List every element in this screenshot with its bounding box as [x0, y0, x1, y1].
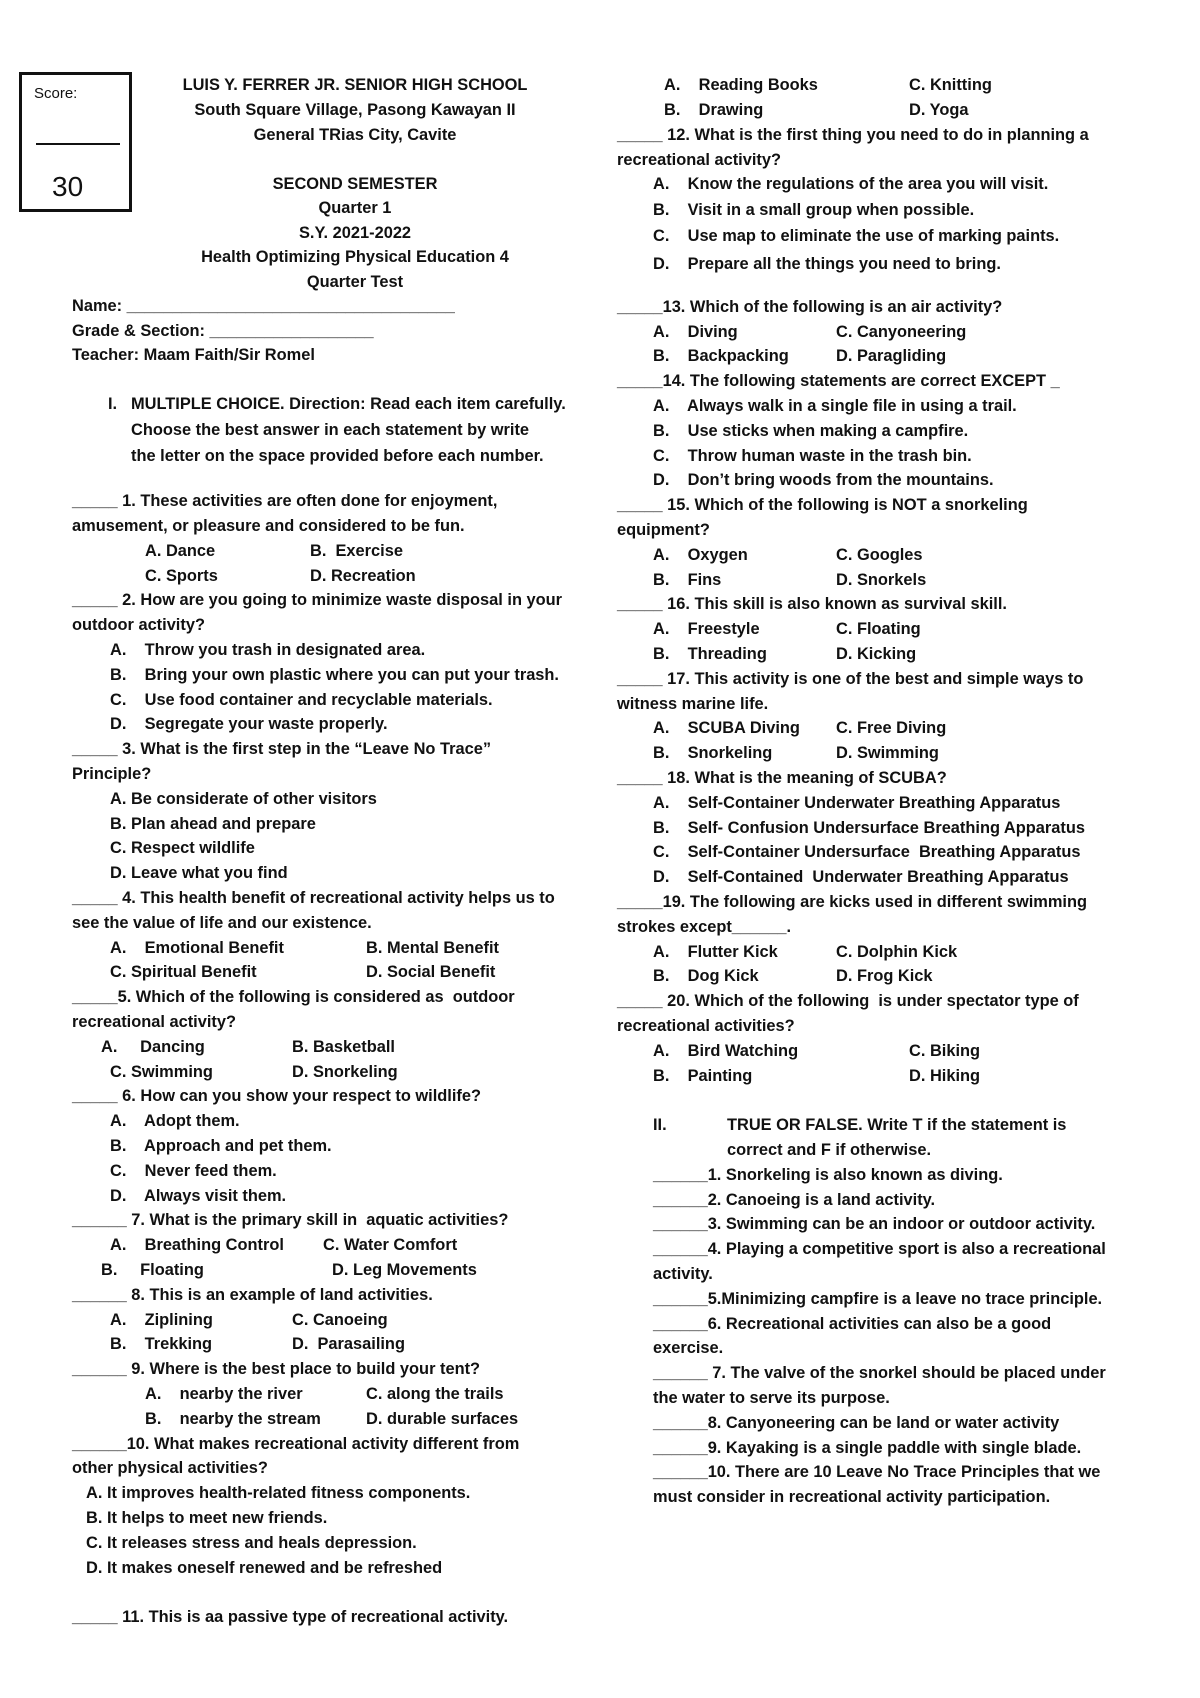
- school-address-2: General TRias City, Cavite: [253, 126, 457, 144]
- question-7-option-a: A. Breathing Control: [110, 1236, 284, 1254]
- question-19-option-c: C. Dolphin Kick: [836, 943, 958, 961]
- question-7-option-c: C. Water Comfort: [323, 1236, 458, 1254]
- question-10-option-d: D. It makes oneself renewed and be refreshed: [86, 1559, 443, 1577]
- true-false-3: ______3. Swimming can be an indoor or outdoor activity.: [653, 1215, 1096, 1233]
- question-3-option-a: A. Be considerate of other visitors: [110, 790, 377, 808]
- test-title: Quarter Test: [306, 273, 404, 291]
- question-3-line-1: _____ 3. What is the first step in the “Leave No Trace”: [72, 740, 492, 758]
- question-5-line-2: recreational activity?: [72, 1013, 236, 1031]
- question-1-option-d: D. Recreation: [310, 567, 416, 585]
- question-9-option-a: A. nearby the river: [145, 1385, 303, 1403]
- question-11-option-c: C. Knitting: [909, 76, 992, 94]
- question-13-option-c: C. Canyoneering: [836, 323, 967, 341]
- question-9-option-b: B. nearby the stream: [145, 1410, 321, 1428]
- question-10-option-c: C. It releases stress and heals depression.: [86, 1534, 417, 1552]
- question-16-option-b: B. Threading: [653, 645, 767, 663]
- question-19-option-a: A. Flutter Kick: [653, 943, 778, 961]
- true-false-7-line-1: ______ 7. The valve of the snorkel should be placed under: [653, 1364, 1106, 1382]
- question-15-option-a: A. Oxygen: [653, 546, 748, 564]
- question-5-option-c: C. Swimming: [110, 1063, 213, 1081]
- name-field: Name: ____________________________________: [72, 297, 455, 315]
- question-3-option-c: C. Respect wildlife: [110, 839, 255, 857]
- grade-section-field: Grade & Section: __________________: [72, 322, 374, 340]
- question-16-option-a: A. Freestyle: [653, 620, 760, 638]
- question-15-option-c: C. Googles: [836, 546, 923, 564]
- question-20-line-1: _____ 20. Which of the following is under spectator type of: [617, 992, 1079, 1010]
- question-4-option-b: B. Mental Benefit: [366, 939, 499, 957]
- question-13-line-1: _____13. Which of the following is an air activity?: [617, 298, 1003, 316]
- question-19-option-d: D. Frog Kick: [836, 967, 933, 985]
- true-false-4-line-2: activity.: [653, 1265, 713, 1283]
- question-11-option-d: D. Yoga: [909, 101, 969, 119]
- question-12-option-a: A. Know the regulations of the area you will visit.: [653, 175, 1049, 193]
- true-false-6-line-1: ______6. Recreational activities can also be a good: [653, 1315, 1052, 1333]
- question-18-option-a: A. Self-Container Underwater Breathing Apparatus: [653, 794, 1061, 812]
- question-6-line-1: _____ 6. How can you show your respect to wildlife?: [72, 1087, 481, 1105]
- question-15-option-d: D. Snorkels: [836, 571, 927, 589]
- question-20-option-d: D. Hiking: [909, 1067, 981, 1085]
- score-blank-line: [36, 143, 120, 145]
- question-17-line-2: witness marine life.: [617, 695, 769, 713]
- part1-direction-line-3: the letter on the space provided before each number.: [131, 447, 544, 465]
- question-2-line-2: outdoor activity?: [72, 616, 205, 634]
- question-12-option-d: D. Prepare all the things you need to bring.: [653, 255, 1001, 273]
- true-false-5: ______5.Minimizing campfire is a leave no trace principle.: [653, 1290, 1103, 1308]
- question-15-line-1: _____ 15. Which of the following is NOT a snorkeling: [617, 496, 1028, 514]
- question-6-option-b: B. Approach and pet them.: [110, 1137, 332, 1155]
- question-3-line-2: Principle?: [72, 765, 152, 783]
- question-20-option-c: C. Biking: [909, 1042, 981, 1060]
- question-15-line-2: equipment?: [617, 521, 710, 539]
- question-19-line-1: _____19. The following are kicks used in different swimming: [617, 893, 1088, 911]
- question-11-line-1: _____ 11. This is aa passive type of recreational activity.: [72, 1608, 509, 1626]
- question-2-option-a: A. Throw you trash in designated area.: [110, 641, 426, 659]
- question-1-option-a: A. Dance: [145, 542, 216, 560]
- question-11-option-a: A. Reading Books: [664, 76, 818, 94]
- question-2-option-d: D. Segregate your waste properly.: [110, 715, 388, 733]
- question-10-option-b: B. It helps to meet new friends.: [86, 1509, 328, 1527]
- part1-direction-line-2: Choose the best answer in each statement by write: [131, 421, 530, 439]
- question-5-option-a: A. Dancing: [101, 1038, 205, 1056]
- question-6-option-c: C. Never feed them.: [110, 1162, 277, 1180]
- question-2-option-c: C. Use food container and recyclable materials.: [110, 691, 493, 709]
- question-14-option-a: A. Always walk in a single file in using a trail.: [653, 397, 1017, 415]
- question-7-option-d: D. Leg Movements: [332, 1261, 477, 1279]
- question-18-option-d: D. Self-Contained Underwater Breathing Apparatus: [653, 868, 1069, 886]
- question-15-option-b: B. Fins: [653, 571, 722, 589]
- part2-number: II.: [653, 1116, 667, 1134]
- true-false-10-line-1: ______10. There are 10 Leave No Trace Principles that we: [653, 1463, 1101, 1481]
- score-total: 30: [52, 171, 84, 202]
- part2-direction-line-1: TRUE OR FALSE. Write T if the statement is: [727, 1116, 1067, 1134]
- question-16-option-c: C. Floating: [836, 620, 921, 638]
- part2-direction-line-2: correct and F if otherwise.: [727, 1141, 932, 1159]
- question-5-line-1: _____5. Which of the following is considered as outdoor: [72, 988, 515, 1006]
- question-10-option-a: A. It improves health-related fitness components.: [86, 1484, 471, 1502]
- score-label: Score:: [34, 85, 78, 102]
- quarter: Quarter 1: [318, 199, 392, 217]
- question-1-option-c: C. Sports: [145, 567, 218, 585]
- part1-direction-line-1: MULTIPLE CHOICE. Direction: Read each item carefully.: [131, 395, 566, 413]
- true-false-8: ______8. Canyoneering can be land or water activity: [653, 1414, 1060, 1432]
- question-5-option-b: B. Basketball: [292, 1038, 395, 1056]
- question-14-option-d: D. Don’t bring woods from the mountains.: [653, 471, 994, 489]
- question-8-option-b: B. Trekking: [110, 1335, 213, 1353]
- question-14-option-b: B. Use sticks when making a campfire.: [653, 422, 969, 440]
- true-false-10-line-2: must consider in recreational activity participation.: [653, 1488, 1051, 1506]
- true-false-4-line-1: ______4. Playing a competitive sport is also a recreational: [653, 1240, 1106, 1258]
- question-4-option-c: C. Spiritual Benefit: [110, 963, 257, 981]
- question-9-option-d: D. durable surfaces: [366, 1410, 519, 1428]
- question-18-option-b: B. Self- Confusion Undersurface Breathing Apparatus: [653, 819, 1085, 837]
- question-17-line-1: _____ 17. This activity is one of the best and simple ways to: [617, 670, 1084, 688]
- question-4-line-1: _____ 4. This health benefit of recreational activity helps us to: [72, 889, 555, 907]
- question-7-option-b: B. Floating: [101, 1261, 204, 1279]
- question-1-line-2: amusement, or pleasure and considered to be fun.: [72, 517, 465, 535]
- subject-title: Health Optimizing Physical Education 4: [201, 248, 509, 266]
- part1-number: I.: [108, 395, 118, 413]
- question-4-line-2: see the value of life and our existence.: [72, 914, 372, 932]
- question-17-option-c: C. Free Diving: [836, 719, 947, 737]
- question-14-option-c: C. Throw human waste in the trash bin.: [653, 447, 972, 465]
- question-11-option-b: B. Drawing: [664, 101, 764, 119]
- question-17-option-b: B. Snorkeling: [653, 744, 773, 762]
- school-name: LUIS Y. FERRER JR. SENIOR HIGH SCHOOL: [182, 76, 528, 94]
- question-8-option-c: C. Canoeing: [292, 1311, 388, 1329]
- question-17-option-a: A. SCUBA Diving: [653, 719, 800, 737]
- question-4-option-d: D. Social Benefit: [366, 963, 496, 981]
- question-20-line-2: recreational activities?: [617, 1017, 795, 1035]
- question-9-line-1: ______ 9. Where is the best place to build your tent?: [72, 1360, 481, 1378]
- question-1-option-b: B. Exercise: [310, 542, 403, 560]
- question-16-line-1: _____ 16. This skill is also known as survival skill.: [617, 595, 1007, 613]
- school-address-1: South Square Village, Pasong Kawayan II: [194, 101, 516, 119]
- question-17-option-d: D. Swimming: [836, 744, 939, 762]
- question-16-option-d: D. Kicking: [836, 645, 917, 663]
- question-8-option-d: D. Parasailing: [292, 1335, 405, 1353]
- question-12-line-2: recreational activity?: [617, 151, 781, 169]
- question-1-line-1: _____ 1. These activities are often done for enjoyment,: [72, 492, 498, 510]
- question-4-option-a: A. Emotional Benefit: [110, 939, 284, 957]
- score-box: [19, 72, 132, 212]
- question-12-line-1: _____ 12. What is the first thing you need to do in planning a: [617, 126, 1089, 144]
- question-12-option-c: C. Use map to eliminate the use of marking paints.: [653, 227, 1060, 245]
- question-19-option-b: B. Dog Kick: [653, 967, 759, 985]
- question-8-option-a: A. Ziplining: [110, 1311, 213, 1329]
- true-false-6-line-2: exercise.: [653, 1339, 724, 1357]
- question-3-option-b: B. Plan ahead and prepare: [110, 815, 316, 833]
- question-14-line-1: _____14. The following statements are correct EXCEPT _: [617, 372, 1060, 390]
- question-9-option-c: C. along the trails: [366, 1385, 504, 1403]
- teacher-field: Teacher: Maam Faith/Sir Romel: [72, 346, 315, 364]
- question-20-option-a: A. Bird Watching: [653, 1042, 799, 1060]
- question-8-line-1: ______ 8. This is an example of land activities.: [72, 1286, 433, 1304]
- question-6-option-d: D. Always visit them.: [110, 1187, 287, 1205]
- semester: SECOND SEMESTER: [272, 175, 438, 193]
- true-false-9: ______9. Kayaking is a single paddle with single blade.: [653, 1439, 1082, 1457]
- question-18-option-c: C. Self-Container Undersurface Breathing Apparatus: [653, 843, 1081, 861]
- question-10-line-1: ______10. What makes recreational activity different from: [72, 1435, 520, 1453]
- true-false-1: ______1. Snorkeling is also known as diving.: [653, 1166, 1003, 1184]
- question-7-line-1: ______ 7. What is the primary skill in aquatic activities?: [72, 1211, 509, 1229]
- true-false-7-line-2: the water to serve its purpose.: [653, 1389, 890, 1407]
- question-13-option-d: D. Paragliding: [836, 347, 947, 365]
- question-5-option-d: D. Snorkeling: [292, 1063, 398, 1081]
- true-false-2: ______2. Canoeing is a land activity.: [653, 1191, 936, 1209]
- school-year: S.Y. 2021-2022: [298, 224, 412, 242]
- question-6-option-a: A. Adopt them.: [110, 1112, 240, 1130]
- question-3-option-d: D. Leave what you find: [110, 864, 288, 882]
- question-10-line-2: other physical activities?: [72, 1459, 268, 1477]
- question-13-option-b: B. Backpacking: [653, 347, 789, 365]
- question-20-option-b: B. Painting: [653, 1067, 753, 1085]
- question-18-line-1: _____ 18. What is the meaning of SCUBA?: [617, 769, 947, 787]
- question-12-option-b: B. Visit in a small group when possible.: [653, 201, 975, 219]
- question-2-option-b: B. Bring your own plastic where you can put your trash.: [110, 666, 559, 684]
- question-19-line-2: strokes except______.: [617, 918, 792, 936]
- question-13-option-a: A. Diving: [653, 323, 738, 341]
- question-2-line-1: _____ 2. How are you going to minimize waste disposal in your: [72, 591, 563, 609]
